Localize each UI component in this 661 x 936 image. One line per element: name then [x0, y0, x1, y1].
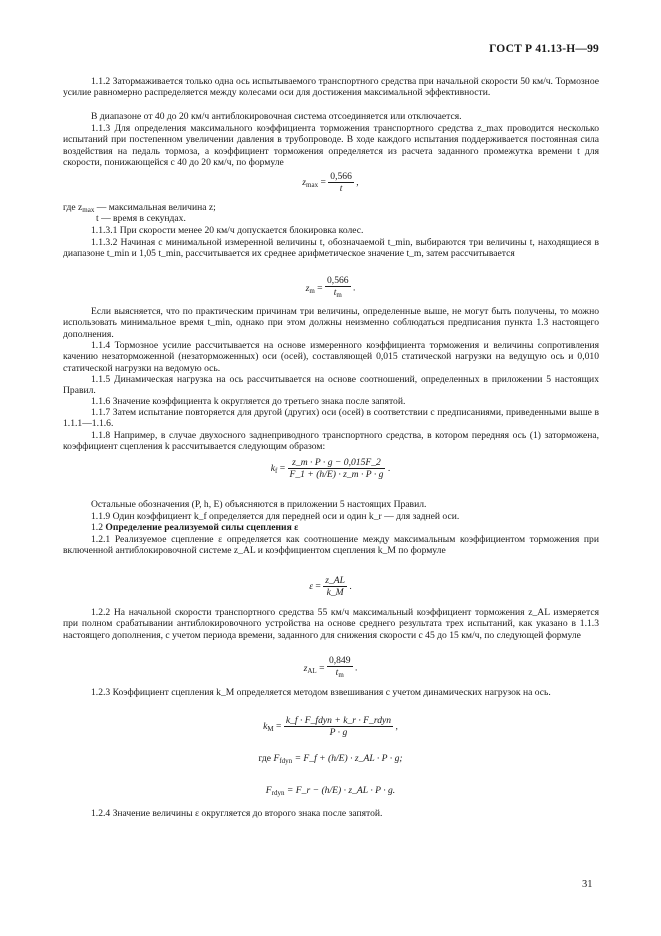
page-number: 31: [582, 879, 593, 890]
para-1-1-4: 1.1.4 Тормозное усилие рассчитывается на основе измеренного коэффициента торможения и величины сопротивления качению незаторможенной (незаторможенных) оси (осей), составляющей 0,015 статической нагрузки на ведущую ось и 0,010 статической нагрузки на ведомую ось.: [63, 340, 599, 374]
para-1-1-6: 1.1.6 Значение коэффициента k округляется до третьего знака после запятой.: [91, 396, 406, 407]
para-1-2-2: 1.2.2 На начальной скорости транспортного средства 55 км/ч максимальный коэффициент торможения z_AL измеряется при полном срабатывании антиблокировочного устройства на основе среднего результата трех испытаний, как указано в 1.1.3 настоящего дополнения, с учетом периода времени, заданного для снижения скорости с 45 до 15 км/ч, по следующей формуле: [63, 607, 599, 641]
formula-epsilon: ε = $\frac{z\_AL}{k\_M}$ .: [309, 575, 352, 599]
formula-zal: $z_{AL}$ = $\frac{0,849}{t_m}$ .: [303, 655, 358, 680]
where-zmax: где $z_{max}$ — максимальная величина z;: [63, 202, 216, 214]
para-1-1-5: 1.1.5 Динамическая нагрузка на ось рассчитывается на основе соотношений, определенных в приложении 5 настоящих Правил.: [63, 374, 599, 397]
para-1-2-4: 1.2.4 Значение величины ε округляется до второго знака после запятой.: [91, 808, 383, 819]
formula-km: $k_M$ = $\frac{\text{k\_f · F\_fdyn + k\_r · F\_rdyn}}{P \cdot g}$ ,: [263, 715, 398, 739]
formula-ffdyn: где $F_{fdyn}$ = F_f + (h/E) · z_AL · P · g;: [258, 753, 403, 765]
para-1-1-3-2: 1.1.3.2 Начиная с минимальной измеренной величины t, обозначаемой t_min, выбираются три величины t, находящиеся в диапазоне t_min и 1,05 t_min, рассчитывается их среднее арифметическое значение t_m, затем рассчитывается: [63, 237, 599, 260]
para-1-1-7: 1.1.7 Затем испытание повторяется для другой (других) оси (осей) в соответствии с предписаниями, приведенными выше в 1.1.1—1.1.6.: [63, 407, 599, 430]
para-1-1-9: 1.1.9 Один коэффициент k_f определяется для передней оси и один k_r — для задней оси.: [91, 511, 460, 522]
formula-kf: $k_f$ = $\frac{z\_m \cdot P \cdot g - 0,015F\_2}{F\_1 + (h/E) \cdot z\_m \cdot P \cdot g}$ .: [270, 457, 391, 481]
para-tmin-note: Если выясняется, что по практическим причинам три величины, определенные выше, не могут быть получены, то можно использовать минимальное время t_min, однако при этом должны неизменно соблюдаться предписания пункта 1.3 настоящего дополнения.: [63, 306, 599, 340]
formula-zm: $z_m$ = $\frac{0,566}{t_m}$ .: [305, 275, 356, 300]
where-t: t — время в секундах.: [96, 213, 186, 224]
para-1-1-2: 1.1.2 Затормаживается только одна ось испытываемого транспортного средства при начальной скорости 50 км/ч. Тормозное усилие равномерно распределяется между колесами оси для достижения максимальной эффективности.: [63, 76, 599, 99]
para-1-2-1: 1.2.1 Реализуемое сцепление ε определяется как соотношение между максимальным коэффициентом торможения при включенной антиблокировочной системе z_AL и коэффициентом сцепления k_M по формуле: [63, 534, 599, 557]
document-header: ГОСТ Р 41.13-Н—99: [489, 43, 599, 55]
para-abs-disconnect: В диапазоне от 40 до 20 км/ч антиблокировочная система отсоединяется или отключается.: [91, 111, 462, 122]
para-1-1-3-1: 1.1.3.1 При скорости менее 20 км/ч допускается блокировка колес.: [91, 225, 364, 236]
formula-zmax: $z_{max}$ = $\frac{0,566}{t}$ ,: [302, 171, 359, 195]
section-1-2-heading: 1.2 Определение реализуемой силы сцепления ε: [91, 522, 299, 533]
para-1-2-3: 1.2.3 Коэффициент сцепления k_M определяется методом взвешивания с учетом динамических нагрузок на ось.: [91, 687, 551, 698]
formula-frdyn: $F_{rdyn}$ = F_r − (h/E) · z_AL · P · g.: [265, 785, 396, 797]
para-other-symbols: Остальные обозначения (P, h, E) объясняются в приложении 5 настоящих Правил.: [91, 499, 427, 510]
para-1-1-8: 1.1.8 Например, в случае двухосного заднеприводного транспортного средства, в котором передняя ось (1) заторможена, коэффициент сцепления k рассчитывается следующим образом:: [63, 430, 599, 453]
para-1-1-3: 1.1.3 Для определения максимального коэффициента торможения транспортного средства z_max проводится несколько испытаний при постепенном увеличении давления в трубопроводе. В ходе каждого испытания поддерживается постоянная сила воздействия на педаль тормоза, а коэффициент торможения определяется из расчета заданного промежутка времени t для скорости, понижающейся с 40 до 20 км/ч, по формуле: [63, 123, 599, 169]
